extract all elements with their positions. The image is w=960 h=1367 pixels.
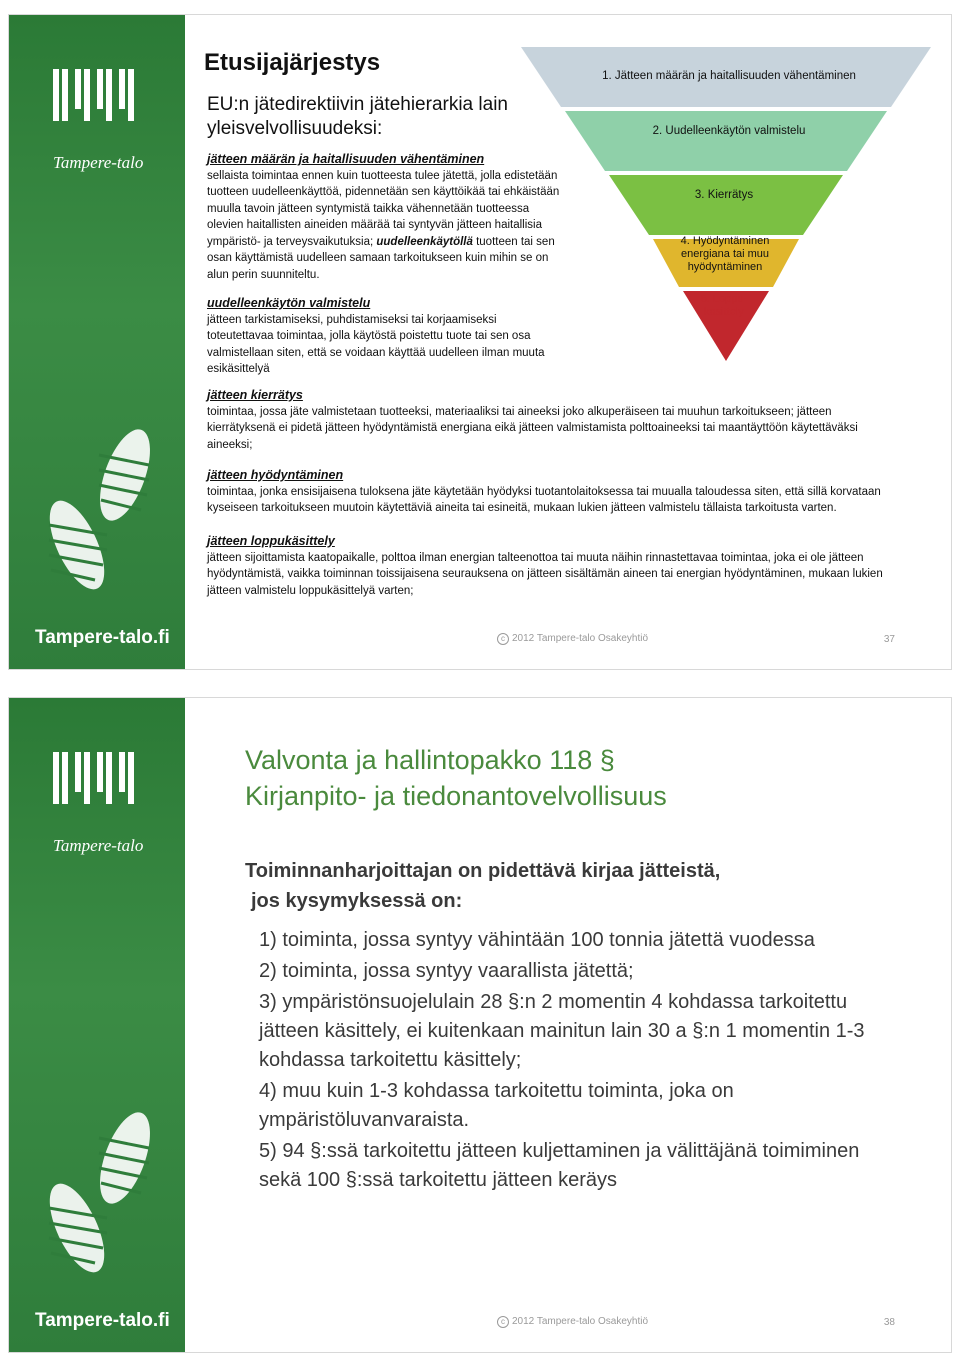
section-line: toimintaa, jossa jäte valmistetaan tuotteeksi, materiaaliksi tai aineeksi joko alkuperäiseen tai muuhun tarkoitukseen; jätteen	[207, 405, 832, 418]
copyright-icon: c	[497, 633, 509, 645]
title-line-1: Valvonta ja hallintopakko 118 §	[245, 745, 615, 775]
section-recycling	[207, 387, 858, 453]
section-line: hyödyntämistä, vaikka toiminnan toissijaisena seurauksena on jätteen sisältämän aineen tai energian hyödyntäminen, mukaan lukien	[207, 568, 883, 580]
section-line: esikäsittelyä	[207, 363, 270, 375]
slide-subtitle: EU:n jätedirektiivin jätehierarkia lain yleisvelvollisuudeksi:	[207, 94, 508, 139]
brand-link[interactable]: Tampere-talo.fi	[35, 627, 170, 648]
pyramid-label-4: 4. Hyödyntäminen energiana tai muu hyödyntäminen	[680, 235, 770, 273]
section-line-part: ympäristö- ja terveysvaikutuksia;	[207, 235, 377, 248]
green-sidebar	[9, 698, 185, 1352]
section-line: alun perin suunniteltu.	[207, 268, 320, 281]
obligation-list	[259, 926, 899, 1197]
section-heading: jätteen hyödyntäminen	[207, 468, 344, 482]
logo-text: Tampere-talo	[53, 836, 144, 855]
section-line-part: tuotteen tai sen	[472, 235, 555, 248]
section-line: sellaista toimintaa ennen kuin tuotteesta tulee jätettä, jolla edistetään	[207, 169, 558, 182]
section-line: muulla tavoin jätteen syntymistä taikka vähennetään tuotteessa	[207, 202, 530, 215]
footprints-icon	[29, 415, 169, 615]
lead-line-2: jos kysymyksessä on:	[251, 890, 463, 912]
section-line: toteutettavaa toimintaa, jolla käytöstä poistettu tuote tai sen osa	[207, 330, 531, 342]
section-reuse-preparation	[207, 295, 545, 378]
pyramid-label-5: 5. Loppu-käsittely	[700, 293, 748, 318]
section-disposal	[207, 533, 883, 599]
section-line-bold: uudelleenkäytöllä	[376, 235, 473, 248]
pyramid-level-2	[565, 111, 887, 171]
logo-text: Tampere-talo	[53, 153, 144, 172]
section-line: aineeksi;	[207, 438, 253, 451]
section-recovery	[207, 467, 881, 517]
section-line	[207, 234, 559, 251]
section-line: olevien haitallisten aineiden määrää tai syntyvän jätteen haitallisia	[207, 219, 542, 231]
list-item: 2) toiminta, jossa syntyy vaarallista jätettä;	[259, 960, 634, 982]
section-waste-reduction	[207, 151, 559, 283]
copyright-notice	[497, 633, 648, 645]
list-item: 4) muu kuin 1-3 kohdassa tarkoitettu toiminta, joka on ympäristöluvanvaraista.	[259, 1080, 734, 1131]
tampere-talo-logo-icon	[53, 69, 139, 134]
footprints-icon	[29, 1098, 169, 1298]
title-line-2: Kirjanpito- ja tiedonantovelvollisuus	[245, 781, 667, 811]
section-heading: jätteen kierrätys	[207, 388, 303, 402]
page-number: 38	[883, 1317, 895, 1328]
section-heading: jätteen määrän ja haitallisuuden vähentäminen	[207, 152, 485, 166]
section-line: kierrätyksenä ei pidetä jätteen hyödyntämistä energiana eikä jätteen valmistamista polttoaineeksi tai maantäyttöön käytettäväksi	[207, 422, 858, 434]
lead-text	[245, 856, 720, 916]
section-heading: uudelleenkäytön valmistelu	[207, 296, 371, 310]
section-line: jätteen tarkistamiseksi, puhdistamiseksi tai korjaamiseksi	[207, 313, 497, 326]
slide-title: Etusijajärjestys	[204, 49, 381, 76]
lead-line-1: Toiminnanharjoittajan on pidettävä kirjaa jätteistä,	[245, 860, 721, 882]
copyright-text: 2012 Tampere-talo Osakeyhtiö	[512, 1316, 649, 1327]
section-line: toimintaa, jonka ensisijaisena tuloksena jäte käytetään hyödyksi tuotantolaitoksessa tai muualla taloudessa siten, että sillä korvataan	[207, 485, 881, 498]
tampere-talo-logo-icon	[53, 752, 139, 817]
brand-link[interactable]: Tampere-talo.fi	[35, 1310, 170, 1331]
slide-title	[245, 742, 667, 814]
slide-38	[8, 697, 952, 1353]
section-heading: jätteen loppukäsittely	[207, 534, 335, 548]
pyramid-label-2: 2. Uudelleenkäytön valmistelu	[652, 125, 806, 137]
pyramid-label-3: 3. Kierrätys	[694, 189, 754, 201]
copyright-text: 2012 Tampere-talo Osakeyhtiö	[512, 633, 649, 644]
section-line: osan käyttämistä uudelleen samaan tarkoitukseen kuin mihin se on	[207, 252, 549, 264]
copyright-notice	[497, 1316, 648, 1328]
page-number: 37	[883, 634, 895, 645]
copyright-icon: c	[497, 1316, 509, 1328]
section-line: jätteen valmistelu loppukäsittelyä varten;	[207, 584, 414, 597]
section-line: jätteen sijoittamista kaatopaikalle, polttoa ilman energian talteenottoa tai muuta näihin rinnastettavaa toimintaa, joka ei ole jätteen	[207, 551, 864, 564]
section-line: kyseiseen tarkoitukseen muutoin käytettäviä aineita tai esineitä, mukaan lukien jätteen valmistelu tällaista tarkoitusta varten.	[207, 502, 837, 514]
section-line: valmistellaan siten, että se voidaan käyttää uudelleen ilman muuta	[207, 346, 545, 359]
slide-37	[8, 14, 952, 670]
list-item: 5) 94 §:ssä tarkoitettu jätteen kuljettaminen ja välittäjänä toimiminen sekä 100 §:ssä tarkoitettu jätteen keräys	[259, 1140, 860, 1191]
list-item: 3) ympäristönsuojelulain 28 §:n 2 momentin 4 kohdassa tarkoitettu jätteen käsittely, ei kuitenkaan mainitun lain 30 a §:n 1 momentin 1-3 kohdassa tarkoitettu käsittely;	[259, 991, 865, 1071]
pyramid-level-3	[609, 175, 843, 235]
green-sidebar	[9, 15, 185, 669]
pyramid-label-1: 1. Jätteen määrän ja haitallisuuden vähentäminen	[602, 70, 856, 82]
section-line: tuotteen uudelleenkäyttöä, pidennetään sen käyttöikää tai ehkäistään	[207, 186, 560, 198]
list-item: 1) toiminta, jossa syntyy vähintään 100 tonnia jätettä vuodessa	[259, 929, 815, 951]
